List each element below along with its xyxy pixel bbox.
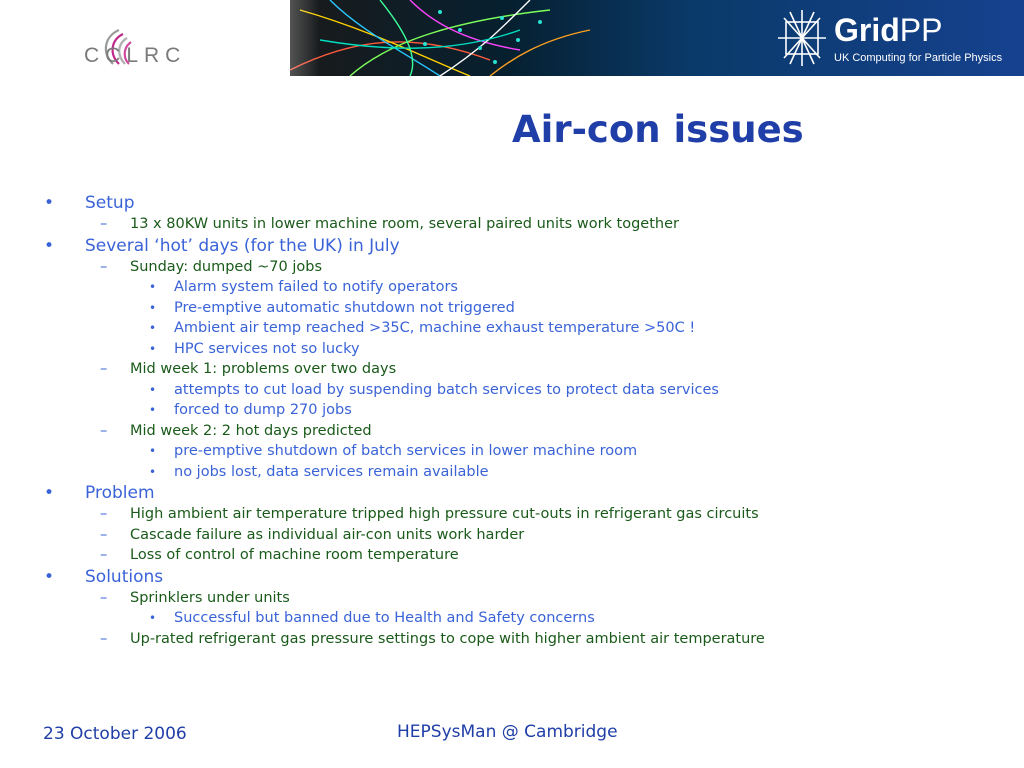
bullet-text: HPC services not so lucky (174, 340, 360, 357)
footer-date: 23 October 2006 (43, 724, 187, 744)
bullet-text: Sprinklers under units (130, 589, 290, 606)
slide-title: Air-con issues (512, 108, 804, 151)
bullet-text: High ambient air temperature tripped high pressure cut-outs in refrigerant gas circuits (130, 506, 759, 522)
bullet-marker: • (149, 611, 157, 625)
gridpp-logo-text (834, 14, 942, 46)
bullet-level-1 (40, 235, 1000, 257)
bullet-level-2 (40, 629, 1000, 650)
bullet-text: Loss of control of machine room temperature (130, 547, 459, 563)
bullet-text: Several ‘hot’ days (for the UK) in July (85, 235, 400, 256)
bullet-level-1 (40, 482, 1000, 504)
bullet-marker: • (44, 483, 55, 503)
bullet-text: Successful but banned due to Health and Safety concerns (174, 610, 595, 626)
bullet-text: Sunday: dumped ~70 jobs (130, 258, 323, 275)
slide-content (40, 192, 1000, 649)
bullet-level-2 (40, 257, 1000, 278)
bullet-level-3 (40, 400, 1000, 421)
bullet-level-3 (40, 339, 1000, 360)
bullet-marker: • (149, 280, 157, 294)
bullet-marker: • (149, 403, 157, 417)
footer-event: HEPSysMan @ Cambridge (397, 722, 618, 742)
bullet-text: Cascade failure as individual air-con units work harder (130, 526, 525, 543)
bullet-text: Mid week 1: problems over two days (130, 361, 397, 377)
bullet-marker: • (149, 444, 157, 458)
bullet-level-3 (40, 441, 1000, 462)
bullet-text: forced to dump 270 jobs (174, 402, 352, 418)
bullet-text: no jobs lost, data services remain available (174, 463, 489, 480)
bullet-level-2 (40, 588, 1000, 609)
bullet-marker: – (100, 630, 108, 647)
bullet-text: attempts to cut load by suspending batch services to protect data services (174, 381, 719, 398)
bullet-marker: – (100, 506, 108, 522)
bullet-text: Up-rated refrigerant gas pressure settings to cope with higher ambient air temperature (130, 630, 765, 647)
bullet-level-3 (40, 298, 1000, 319)
bullet-marker: – (100, 547, 108, 563)
bullet-marker: – (100, 216, 108, 232)
bullet-level-2 (40, 359, 1000, 380)
bullet-marker: • (149, 464, 157, 479)
bullet-level-3 (40, 318, 1000, 339)
bullet-text: Alarm system failed to notify operators (174, 279, 458, 295)
gridpp-logo-bold: Grid (834, 12, 900, 48)
bullet-text: Solutions (85, 566, 164, 587)
bullet-marker: – (100, 422, 108, 439)
bullet-text: Problem (85, 483, 155, 503)
bullet-marker: – (100, 526, 108, 543)
gridpp-star-icon (774, 8, 830, 68)
bullet-text: Ambient air temp reached >35C, machine exhaust temperature >50C ! (174, 320, 696, 336)
gridpp-logo-subtitle: UK Computing for Particle Physics (834, 52, 1003, 64)
bullet-marker: – (100, 361, 108, 377)
bullet-level-3 (40, 462, 1000, 483)
bullet-marker: • (44, 566, 55, 587)
gridpp-logo-light: PP (899, 12, 943, 48)
bullet-marker: – (100, 258, 108, 275)
bullet-text: pre-emptive shutdown of batch services in lower machine room (174, 443, 638, 459)
bullet-marker: • (149, 341, 157, 356)
bullet-level-2 (40, 525, 1000, 546)
bullet-level-1 (40, 566, 1000, 588)
bullet-marker: • (149, 300, 157, 315)
bullet-level-2 (40, 214, 1000, 235)
bullet-level-2 (40, 504, 1000, 525)
banner-fade (200, 0, 320, 76)
bullet-marker: • (44, 235, 55, 256)
bullet-level-2 (40, 545, 1000, 566)
bullet-text: Mid week 2: 2 hot days predicted (130, 422, 372, 439)
bullet-level-2 (40, 421, 1000, 442)
bullet-level-3 (40, 277, 1000, 298)
bullet-marker: • (149, 382, 157, 397)
bullet-marker: – (100, 589, 108, 606)
bullet-text: Pre-emptive automatic shutdown not triggered (174, 299, 515, 316)
cclrc-logo-text: CCLRC (84, 44, 187, 67)
bullet-marker: • (44, 193, 55, 213)
bullet-level-3 (40, 608, 1000, 629)
bullet-level-3 (40, 380, 1000, 401)
bullet-text: Setup (85, 193, 135, 213)
bullet-level-1 (40, 192, 1000, 214)
bullet-text: 13 x 80KW units in lower machine room, several paired units work together (130, 216, 679, 232)
bullet-marker: • (149, 321, 157, 335)
